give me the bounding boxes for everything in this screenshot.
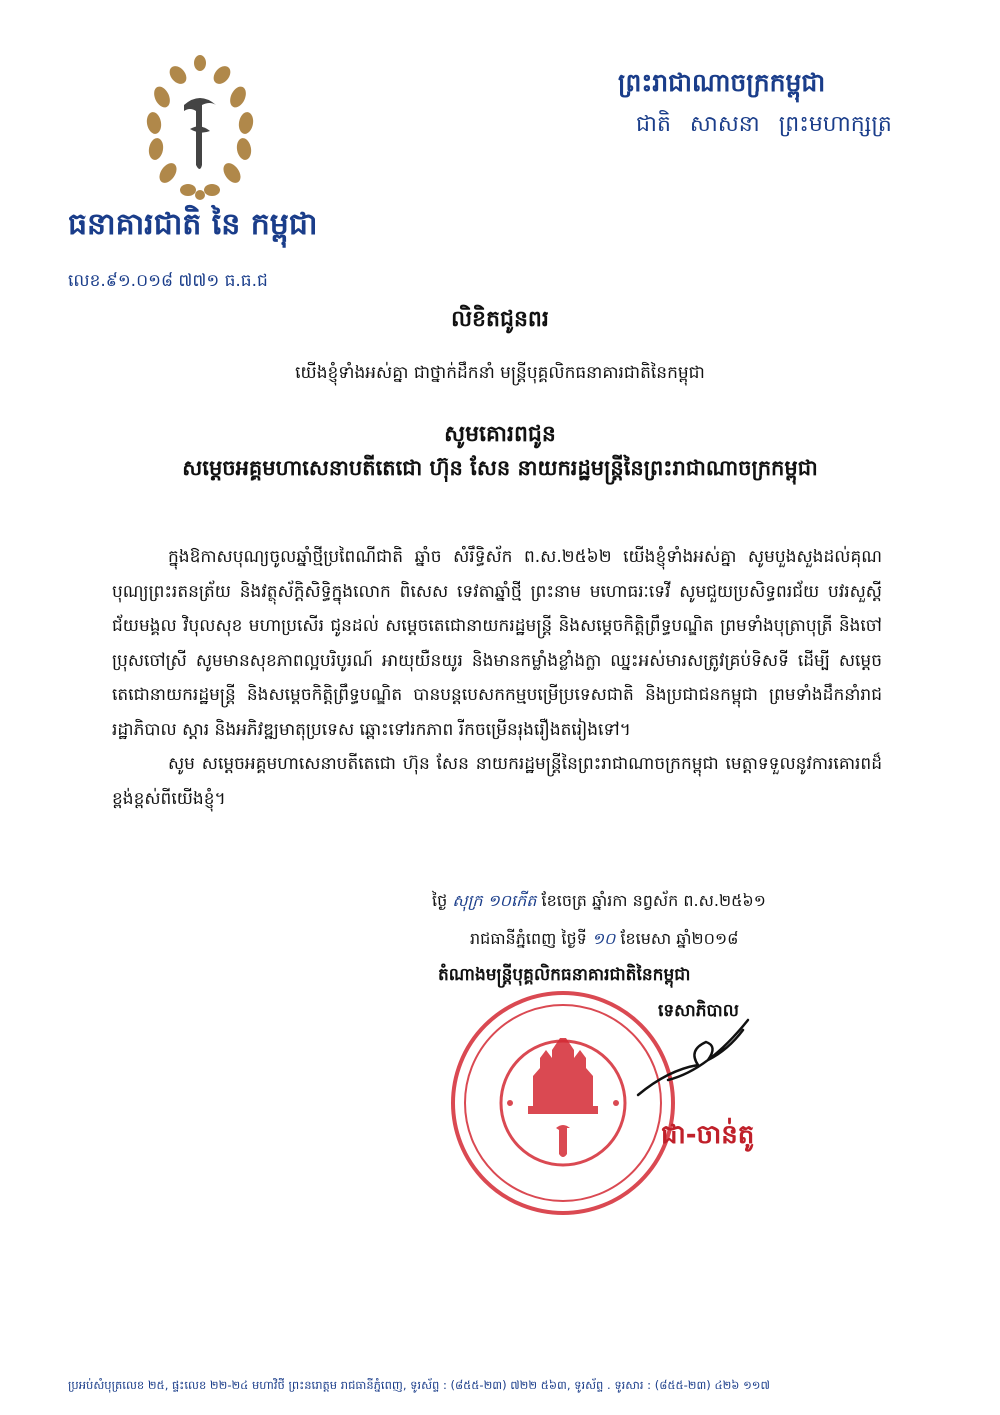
body-paragraph-2: សូម សម្តេចអគ្គមហាសេនាបតីតេជោ ហ៊ុន សែន នាយករដ្ឋមន្ត្រីនៃព្រះរាជាណាចក្រកម្ពុជា មេត្តាទទួលនូវការគោរពដ៏ខ្ពង់ខ្ពស់ពីយើងខ្ញុំ។ [112,754,882,809]
lunar-date [432,890,766,914]
bank-name: ធនាគារជាតិ នៃ កម្ពុជា [68,207,318,242]
reference-number: លេខ.៩១.០១៨ ៧៧១ ធ.ធ.ជ [68,271,268,291]
lunar-date-prefix: ថ្ងៃ [432,891,448,910]
greeting-line-1: សូមគោរពជូន [444,422,556,447]
signer-role: ទេសាភិបាល [658,1001,739,1021]
solar-date [470,928,738,952]
letter-body [112,540,882,816]
intro-line: យើងខ្ញុំទាំងអស់គ្នា ជាថ្នាក់ដឹកនាំ មន្ត្រីបុគ្គលិកធនាគារជាតិនៃកម្ពុជា [295,363,705,383]
lunar-date-handwritten: សុក្រ ១០កើត [452,891,537,910]
solar-date-prefix: រាជធានីភ្នំពេញ ថ្ងៃទី [470,929,587,948]
signer-name: ជា-ចាន់តូ [661,1120,755,1150]
handwritten-signature [628,1010,768,1110]
body-paragraph-1: ក្នុងឱកាសបុណ្យចូលឆ្នាំថ្មីប្រពៃណីជាតិ ឆ្នាំច សំរឹទ្ធិស័ក ព.ស.២៥៦២ យើងខ្ញុំទាំងអស់គ្នា សូមបួងសួងដល់គុណបុណ្យព្រះរតនត្រ័យ និងវត្ថុស័ក្តិសិទ្ធិក្នុងលោក ពិសេស ទេវតាឆ្នាំថ្មី ព្រះនាម មហោធរៈទេវី សូមជួយប្រសិទ្ធពរជ័យ បវរសួស្តី ជ័យមង្គល វិបុលសុខ មហាប្រសើរ ជូនដល់ សម្តេចតេជោនាយករដ្ឋមន្ត្រី និងសម្តេចកិត្តិព្រឹទ្ធបណ្ឌិត ព្រមទាំងបុត្រាបុត្រី និងចៅប្រុសចៅស្រី សូមមានសុខភាពល្អបរិបូរណ៍ អាយុយឺនយូរ និងមានកម្លាំងខ្លាំងក្លា ឈ្នះអស់មារសត្រូវគ្រប់ទិសទី ដើម្បី សម្តេចតេជោនាយករដ្ឋមន្ត្រី និងសម្តេចកិត្តិព្រឹទ្ធបណ្ឌិត បានបន្តបេសកកម្មបម្រើប្រទេសជាតិ និងប្រជាជនកម្ពុជា ព្រមទាំងដឹកនាំរាជរដ្ឋាភិបាល ស្តារ និងអភិវឌ្ឍមាតុប្រទេស ឆ្ពោះទៅរកភាព រីកចម្រើនរុងរឿងតរៀងទៅ។ [112,547,882,740]
document-title: លិខិតជូនពរ [451,307,549,332]
lunar-date-rest: ខែចេត្រ ឆ្នាំរកា នព្វស័ក ព.ស.២៥៦១ [541,891,766,910]
national-motto: ជាតិ សាសនា ព្រះមហាក្សត្រ [636,112,892,137]
solar-date-handwritten: ១០ [591,929,616,948]
greeting-line-2: សម្តេចអគ្គមហាសេនាបតីតេជោ ហ៊ុន សែន នាយករដ្ឋមន្ត្រីនៃព្រះរាជាណាចក្រកម្ពុជា [182,456,818,480]
kingdom-heading: ព្រះរាជាណាចក្រកម្ពុជា [618,68,826,97]
solar-date-rest: ខែមេសា ឆ្នាំ២០១៨ [620,929,739,948]
footer-address: ប្រអប់សំបុត្រលេខ ២៥, ផ្ទះលេខ ២២-២៤ មហាវិថី ព្រះនរោត្តម រាជធានីភ្នំពេញ, ទូរស័ព្ទ : (៨៥៥-២៣) ៧២២ ៥៦៣, ទូរស័ព្ទ . ទូរសារ : (៨៥៥-២៣) ៤២៦ ១១៧ [68,1378,770,1392]
bank-logo [140,55,260,205]
signer-on-behalf: តំណាងមន្ត្រីបុគ្គលិកធនាគារជាតិនៃកម្ពុជា [438,965,691,985]
